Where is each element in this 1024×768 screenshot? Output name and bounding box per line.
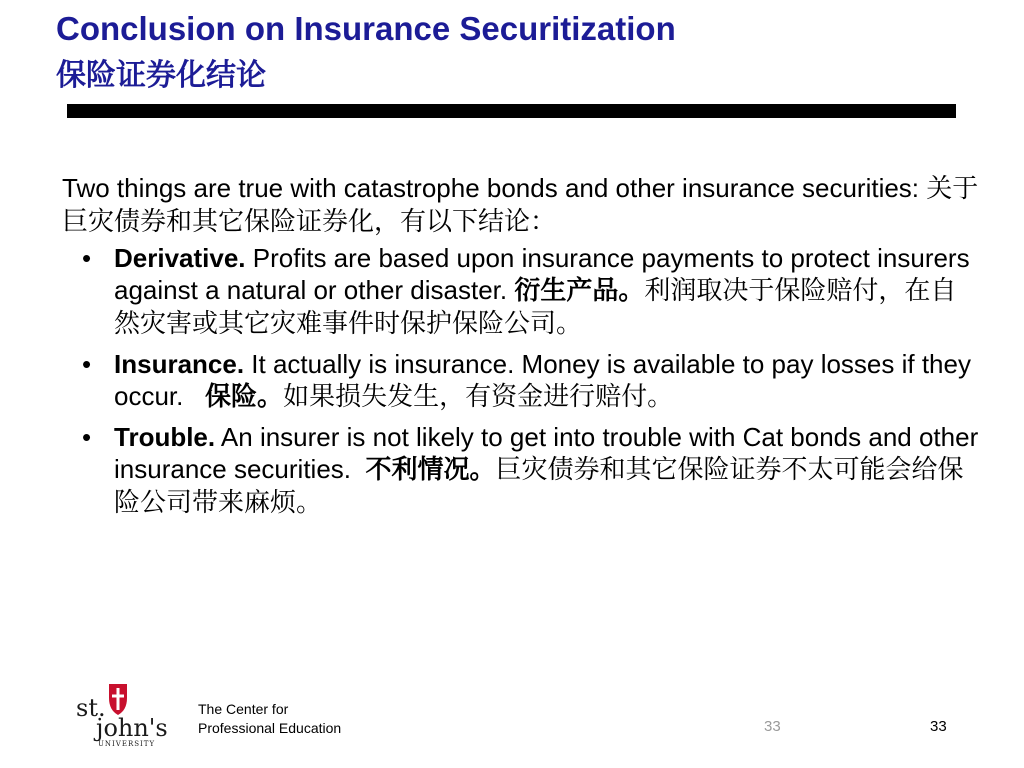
title-divider xyxy=(67,104,956,118)
slide-number-placeholder: 33 xyxy=(764,718,781,735)
bullet-term-chinese: 保险。 xyxy=(205,382,284,412)
crest-icon xyxy=(109,684,127,715)
slide-body xyxy=(62,172,982,527)
intro-english: Two things are true with catastrophe bonds and other insurance securities: xyxy=(62,173,920,203)
title-chinese: 保险证券化结论 xyxy=(56,58,266,93)
logo-st: st. xyxy=(76,694,106,722)
logo-university: UNIVERSITY xyxy=(98,740,156,748)
bullet-insurance xyxy=(62,348,982,413)
title-english: Conclusion on Insurance Securitization xyxy=(56,10,676,47)
bullet-icon: • xyxy=(82,422,92,452)
intro-paragraph xyxy=(62,172,982,238)
footer-line-2: Professional Education xyxy=(198,720,342,736)
bullet-text: An insurer is not likely to get into trouble with Cat bonds and other insurance securities. xyxy=(114,422,979,484)
bullet-derivative xyxy=(62,242,982,340)
bullet-icon: • xyxy=(82,349,92,379)
bullet-text-chinese: 利润取决于保险赔付，在自然灾害或其它灾难事件时保护保险公司。 xyxy=(114,276,957,339)
bullet-term-chinese: 衍生产品。 xyxy=(514,276,645,306)
st-johns-university-logo xyxy=(76,682,186,748)
footer-line-1: The Center for xyxy=(198,701,289,717)
bullet-text-chinese: 巨灾债券和其它保险证券不太可能会给保险公司带来麻烦。 xyxy=(114,455,964,518)
bullet-text-chinese: 如果损失发生，有资金进行赔付。 xyxy=(283,382,674,412)
bullet-term: Insurance. xyxy=(114,349,245,379)
bullet-text: It actually is insurance. Money is available to pay losses if they occur. xyxy=(114,349,971,411)
bullet-trouble xyxy=(62,421,982,519)
footer-center-text xyxy=(198,700,341,738)
bullet-term: Trouble. xyxy=(114,422,216,452)
intro-chinese: 关于巨灾债券和其它保险证券化，有以下结论： xyxy=(62,174,979,237)
logo-johns: john's xyxy=(96,714,168,742)
bullet-term: Derivative. xyxy=(114,243,246,273)
slide-number: 33 xyxy=(930,718,947,735)
bullet-text: Profits are based upon insurance payments to protect insurers against a natural or other disaster. xyxy=(114,243,970,305)
bullet-icon: • xyxy=(82,243,92,273)
bullet-term-chinese: 不利情况。 xyxy=(365,455,496,485)
